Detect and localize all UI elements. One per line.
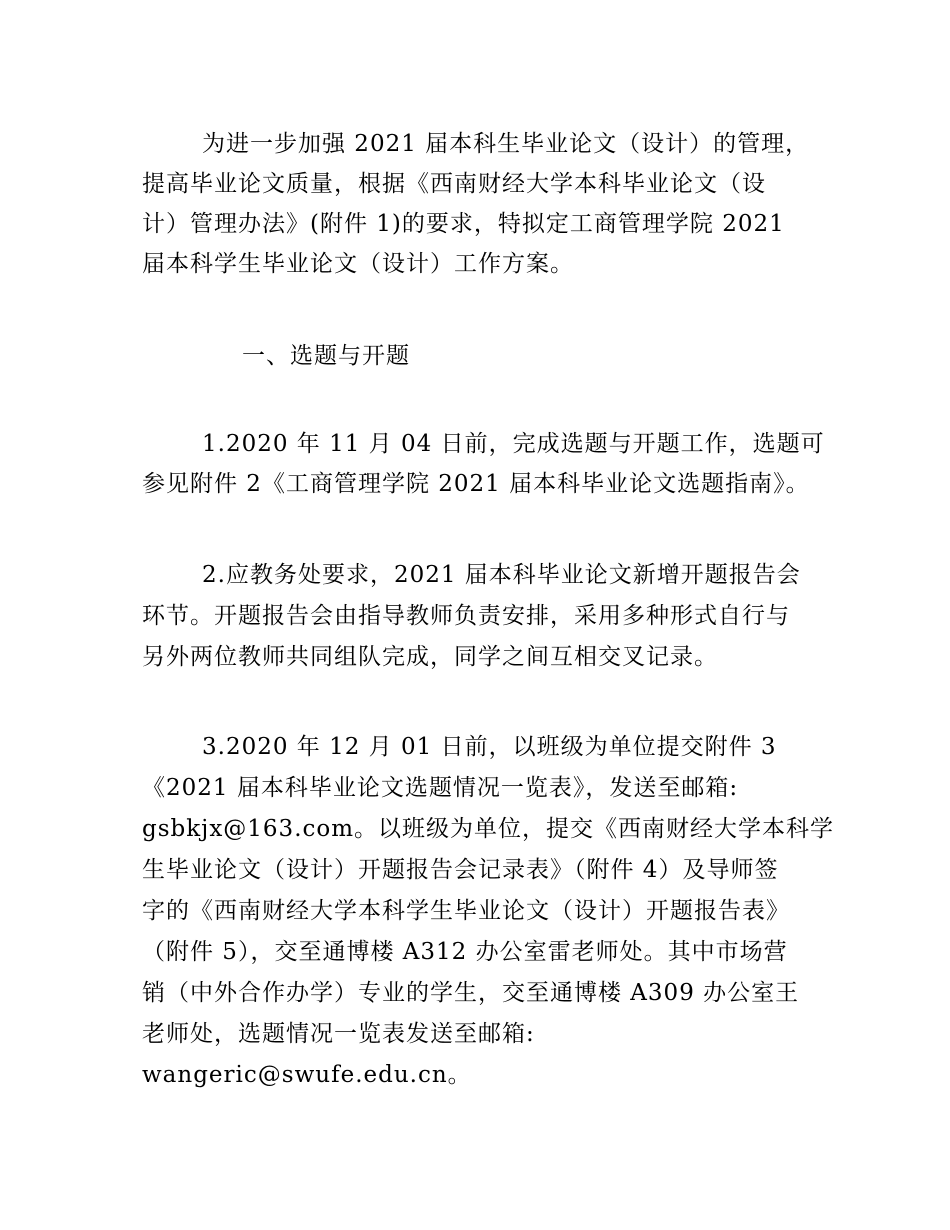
intro-line: 计）管理办法》(附件 1)的要求，特拟定工商管理学院 2021 (142, 211, 785, 237)
item-1-line: 参见附件 2《工商管理学院 2021 届本科毕业论文选题指南》。 (142, 471, 810, 497)
section-heading: 一、选题与开题 (242, 343, 410, 369)
item-2-line: 另外两位教师共同组队完成，同学之间互相交叉记录。 (142, 644, 718, 670)
intro-line: 为进一步加强 2021 届本科生毕业论文（设计）的管理， (202, 131, 810, 157)
item-3-line: 3.2020 年 12 月 01 日前，以班级为单位提交附件 3 (202, 734, 777, 760)
item-3-line: 字的《西南财经大学本科学生毕业论文（设计）开题报告表》 (142, 898, 790, 924)
item-3-line: 《2021 届本科毕业论文选题情况一览表》，发送至邮箱: (142, 775, 739, 801)
item-3-line: 生毕业论文（设计）开题报告会记录表》（附件 4）及导师签 (142, 857, 779, 883)
item-3-line: gsbkjx@163.com。以班级为单位，提交《西南财经大学本科学 (142, 816, 835, 842)
item-2-line: 2.应教务处要求，2021 届本科毕业论文新增开题报告会 (202, 562, 801, 588)
item-1-line: 1.2020 年 11 月 04 日前，完成选题与开题工作，选题可 (202, 431, 825, 457)
item-2-line: 环节。开题报告会由指导教师负责安排，采用多种形式自行与 (142, 603, 790, 629)
email-address: wangeric@swufe.edu.cn。 (142, 1062, 472, 1088)
intro-line: 提高毕业论文质量，根据《西南财经大学本科毕业论文（设 (142, 171, 766, 197)
item-3-line: 销（中外合作办学）专业的学生，交至通博楼 A309 办公室王 (142, 980, 800, 1006)
item-3-line: 老师处，选题情况一览表发送至邮箱: (142, 1021, 535, 1047)
intro-line: 届本科学生毕业论文（设计）工作方案。 (142, 251, 574, 277)
item-3-line: （附件 5），交至通博楼 A312 办公室雷老师处。其中市场营 (142, 939, 788, 965)
